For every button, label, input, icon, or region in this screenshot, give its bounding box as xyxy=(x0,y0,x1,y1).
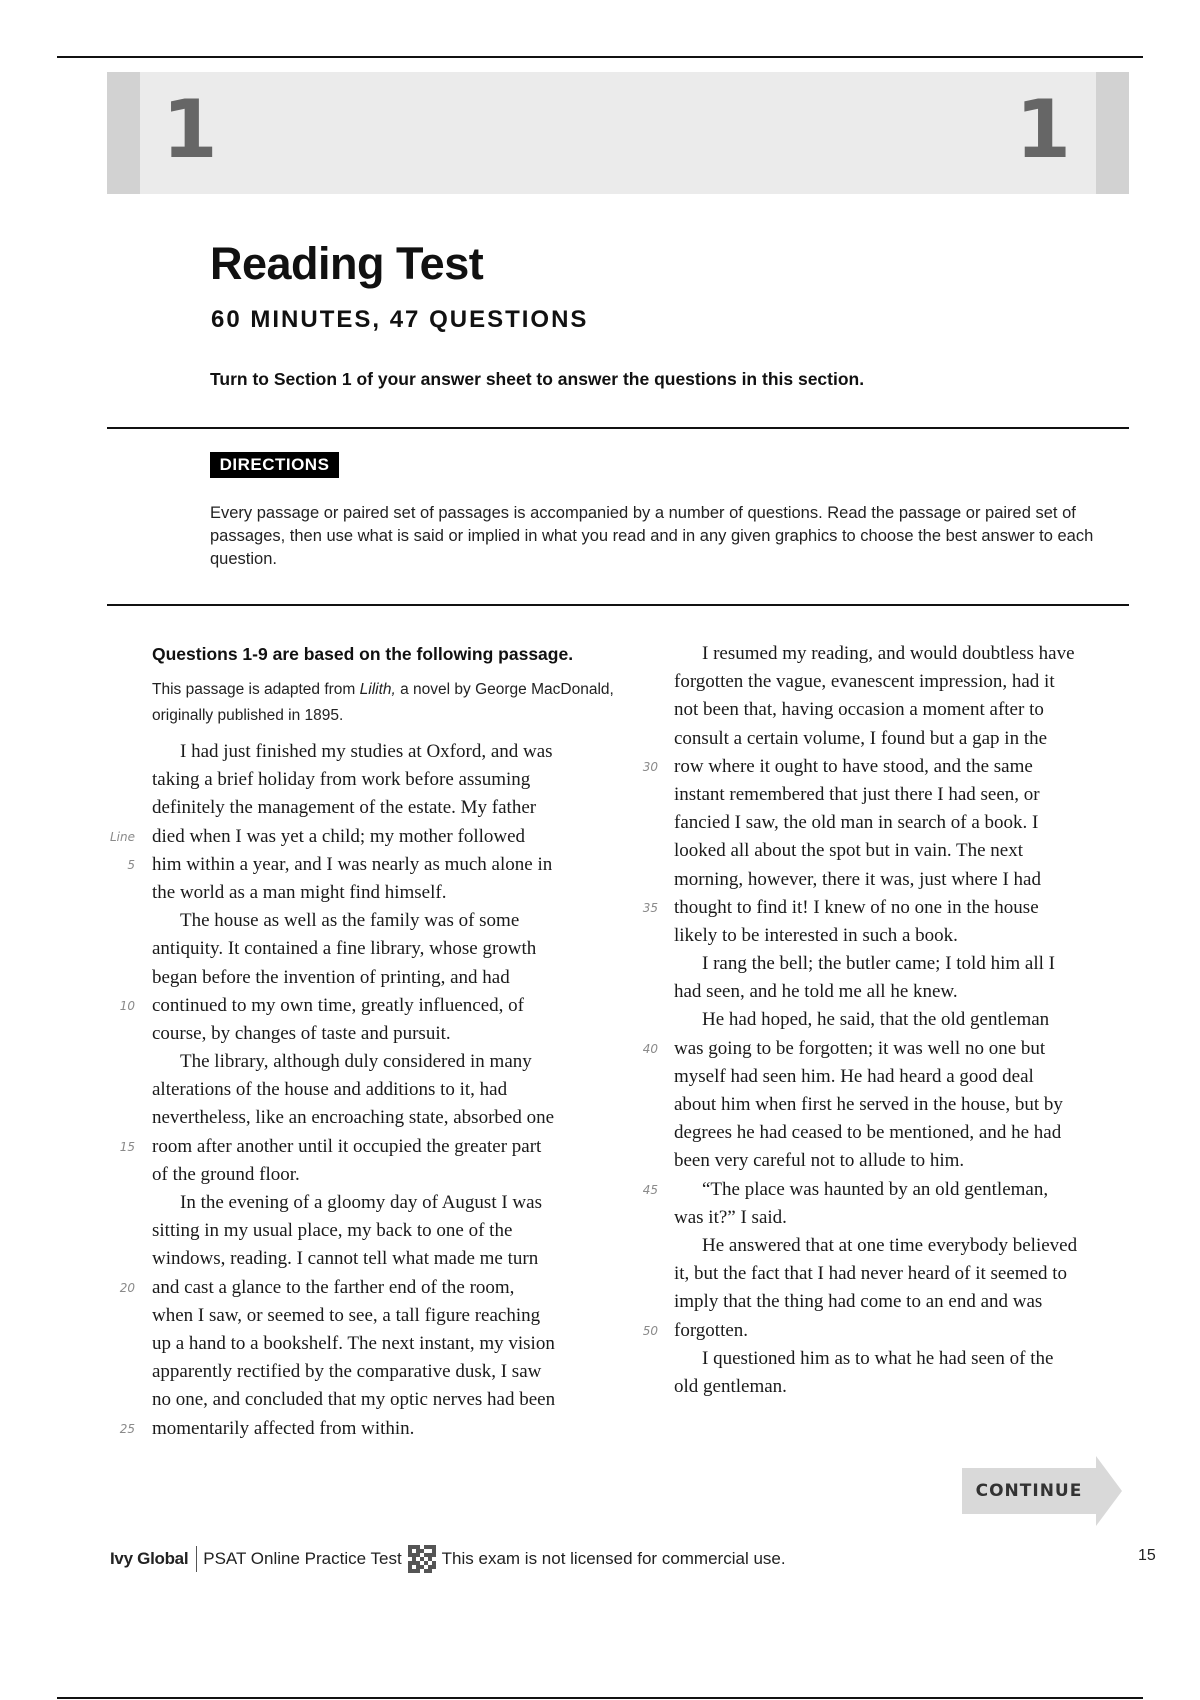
passage-line: been very careful not to allude to him. xyxy=(674,1150,965,1172)
footer xyxy=(110,1544,786,1574)
line-number: 15 xyxy=(119,1139,135,1154)
passage-line: course, by changes of taste and pursuit. xyxy=(152,1022,451,1044)
test-duration-subtitle: 60 MINUTES, 47 QUESTIONS xyxy=(211,306,589,333)
passage-line: not been that, having occasion a moment after to xyxy=(674,699,1044,721)
passage-line: alterations of the house and additions to it, had xyxy=(152,1079,508,1101)
source-title: Lilith, xyxy=(359,681,396,698)
footer-separator xyxy=(196,1546,197,1572)
line-number: 10 xyxy=(119,998,135,1013)
directions-badge: DIRECTIONS xyxy=(210,452,339,478)
section-banner xyxy=(107,72,1129,194)
line-number: 20 xyxy=(119,1280,135,1295)
passage-line: definitely the management of the estate. My father xyxy=(152,797,537,819)
passage-column-right xyxy=(674,640,1134,1401)
directions-text: Every passage or paired set of passages is accompanied by a number of questions. Read the passage or paired set of passages, then use what is said or implied in what you read and in any given graphics to choose the best answer to each question. xyxy=(210,504,1094,568)
passage-line: “The place was haunted by an old gentleman, xyxy=(702,1178,1049,1200)
passage-line: degrees he had ceased to be mentioned, and he had xyxy=(674,1122,1062,1144)
line-number: 35 xyxy=(642,900,658,915)
passage-line: The library, although duly considered in many xyxy=(180,1051,532,1073)
source-suffix: a novel by George MacDonald, originally published in 1895. xyxy=(152,681,614,724)
passage-intro: Questions 1-9 are based on the following passage. xyxy=(152,644,574,664)
passage-line: He answered that at one time everybody believed xyxy=(702,1234,1078,1256)
passage-column-left xyxy=(152,738,612,1443)
passage-line: forgotten the vague, evanescent impression, had it xyxy=(674,671,1055,693)
passage-line: thought to find it! I knew of no one in the house xyxy=(674,896,1039,918)
bottom-rule xyxy=(57,1697,1143,1699)
divider xyxy=(107,604,1129,606)
line-marker: Line xyxy=(109,829,135,844)
passage-line: antiquity. It contained a fine library, whose growth xyxy=(152,938,537,960)
passage-line: died when I was yet a child; my mother followed xyxy=(152,825,526,847)
footer-brand: Ivy Global xyxy=(110,1549,189,1568)
answer-sheet-instruction: Turn to Section 1 of your answer sheet to answer the questions in this section. xyxy=(210,369,865,389)
top-rule xyxy=(57,56,1143,58)
line-number: 45 xyxy=(642,1182,658,1197)
passage-line: room after another until it occupied the greater part xyxy=(152,1135,542,1157)
passage-line: him within a year, and I was nearly as much alone in xyxy=(152,853,553,875)
passage-line: looked all about the spot but in vain. The next xyxy=(674,840,1023,862)
passage-line: taking a brief holiday from work before assuming xyxy=(152,769,531,791)
passage-line: I questioned him as to what he had seen of the xyxy=(702,1347,1054,1369)
passage-line: sitting in my usual place, my back to one of the xyxy=(152,1220,513,1242)
passage-line: I resumed my reading, and would doubtless have xyxy=(702,643,1075,664)
banner-edge-right xyxy=(1096,72,1129,194)
passage-line: of the ground floor. xyxy=(152,1163,300,1185)
line-number: 30 xyxy=(642,759,658,774)
passage-line: had seen, and he told me all he knew. xyxy=(674,981,958,1003)
passage-line: it, but the fact that I had never heard of it seemed to xyxy=(674,1263,1068,1285)
passage-line: I rang the bell; the butler came; I told him all I xyxy=(702,953,1055,975)
passage-line: myself had seen him. He had heard a good deal xyxy=(674,1065,1034,1087)
page-title: Reading Test xyxy=(210,238,484,289)
section-number-left: 1 xyxy=(162,83,216,176)
passage-line: row where it ought to have stood, and the same xyxy=(674,755,1033,777)
continue-label: CONTINUE xyxy=(975,1481,1083,1501)
continue-button[interactable] xyxy=(962,1456,1122,1526)
line-number: 25 xyxy=(119,1421,135,1436)
passage-line: consult a certain volume, I found but a gap in the xyxy=(674,727,1048,749)
passage-line: about him when first he served in the house, but by xyxy=(674,1094,1063,1115)
passage-line: was it?” I said. xyxy=(674,1206,787,1228)
passage-line: He had hoped, he said, that the old gentleman xyxy=(702,1009,1050,1031)
passage-line: instant remembered that just there I had seen, or xyxy=(674,783,1040,805)
line-number: 50 xyxy=(642,1323,658,1338)
passage-line: momentarily affected from within. xyxy=(152,1417,415,1439)
divider xyxy=(107,427,1129,429)
passage-line: likely to be interested in such a book. xyxy=(674,924,958,946)
passage-line: was going to be forgotten; it was well no one but xyxy=(674,1037,1046,1059)
passage-line: old gentleman. xyxy=(674,1375,787,1397)
passage-line: In the evening of a gloomy day of August I was xyxy=(180,1192,542,1213)
passage-line: imply that the thing had come to an end and was xyxy=(674,1291,1043,1313)
footer-notice: This exam is not licensed for commercial use. xyxy=(441,1549,786,1568)
passage-line: morning, however, there it was, just where I had xyxy=(674,868,1041,890)
passage-line: began before the invention of printing, and had xyxy=(152,966,510,988)
section-number-right: 1 xyxy=(1015,83,1069,176)
passage-line: I had just finished my studies at Oxford, and was xyxy=(180,741,553,762)
line-number: 40 xyxy=(642,1041,658,1056)
passage-line: windows, reading. I cannot tell what made me turn xyxy=(152,1248,539,1270)
passage-line: up a hand to a bookshelf. The next instant, my vision xyxy=(152,1332,555,1354)
footer-product: PSAT Online Practice Test xyxy=(203,1549,402,1568)
passage-line: fancied I saw, the old man in search of a book. I xyxy=(674,812,1039,834)
line-number: 5 xyxy=(127,857,135,872)
qr-code-icon xyxy=(408,1545,436,1573)
source-prefix: This passage is adapted from xyxy=(152,681,360,698)
passage-line: the world as a man might find himself. xyxy=(152,881,447,903)
passage-line: apparently rectified by the comparative dusk, I saw xyxy=(152,1361,542,1383)
page-number: 15 xyxy=(1138,1547,1156,1564)
passage-line: continued to my own time, greatly influenced, of xyxy=(152,994,524,1016)
passage-line: The house as well as the family was of some xyxy=(180,910,520,932)
passage-source xyxy=(152,677,632,729)
passage-line: when I saw, or seemed to see, a tall figure reaching xyxy=(152,1304,541,1326)
banner-edge-left xyxy=(107,72,140,194)
passage-line: forgotten. xyxy=(674,1319,749,1341)
passage-line: nevertheless, like an encroaching state, absorbed one xyxy=(152,1107,555,1129)
passage-line: no one, and concluded that my optic nerves had been xyxy=(152,1389,556,1411)
passage-line: and cast a glance to the farther end of the room, xyxy=(152,1276,515,1298)
